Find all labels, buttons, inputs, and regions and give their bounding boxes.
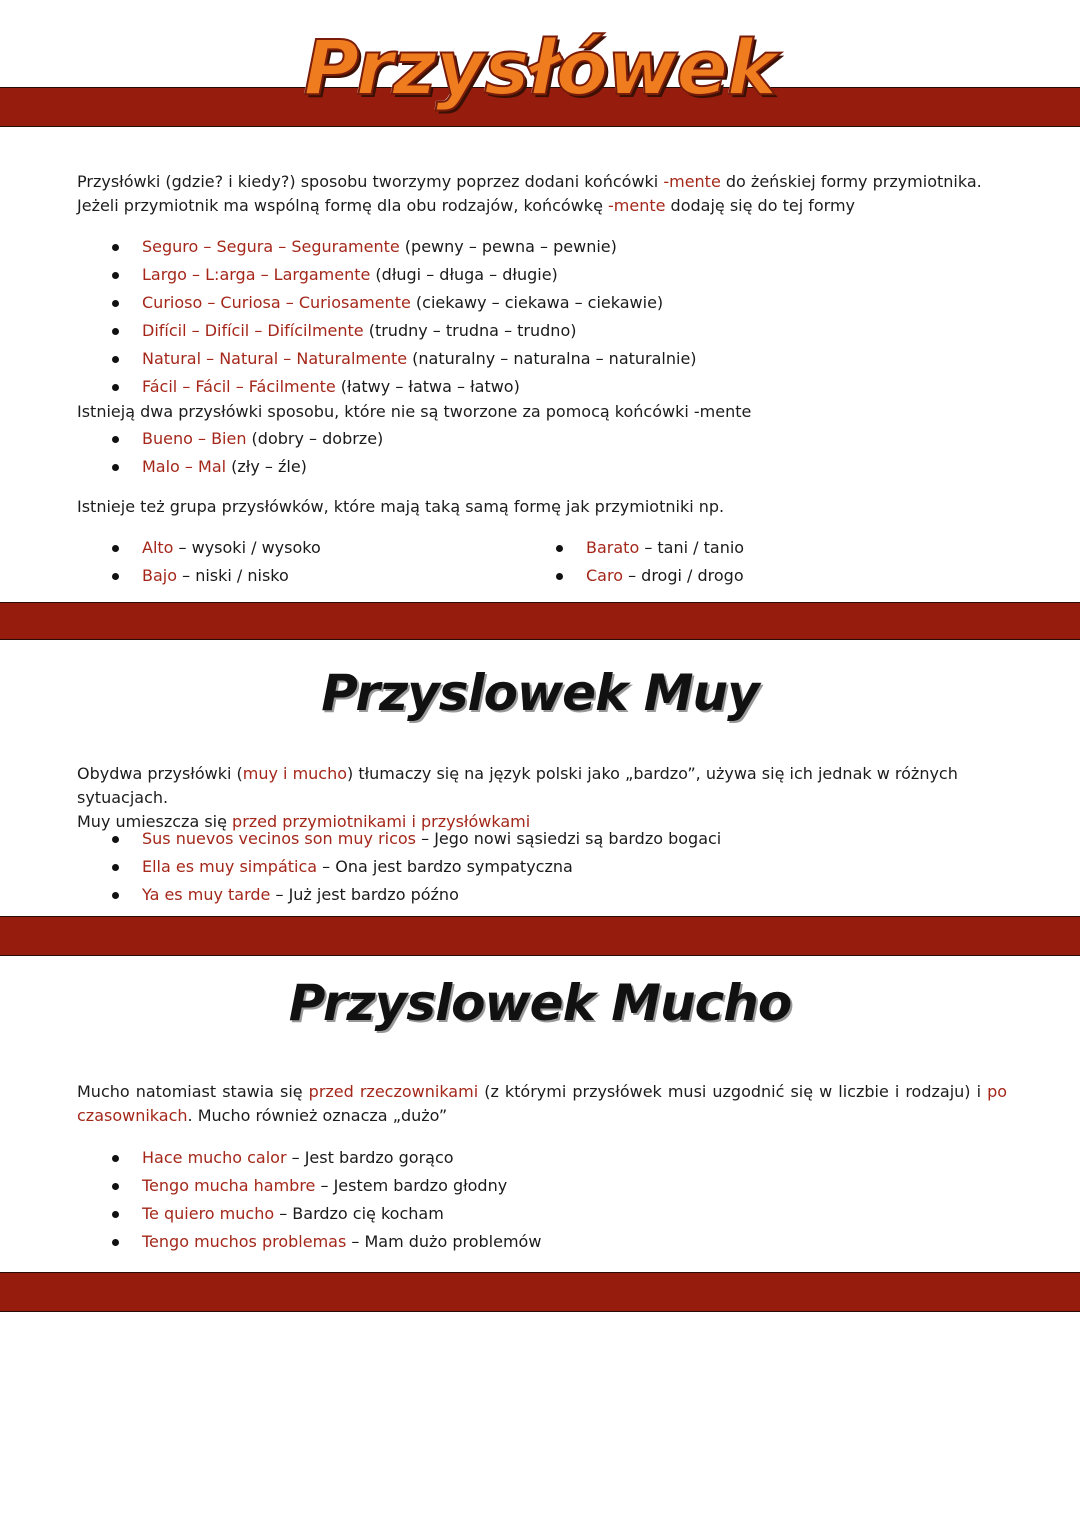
list-item bbox=[77, 373, 697, 401]
spanish-sentence: Ella es muy simpática bbox=[142, 857, 318, 876]
spanish-sentence: Sus nuevos vecinos son muy ricos bbox=[142, 829, 417, 848]
footer-band bbox=[0, 1272, 1080, 1312]
spanish-word: Caro bbox=[586, 566, 623, 585]
spanish-forms: Largo – L:arga – Largamente bbox=[142, 265, 371, 284]
mucho-text: (z którymi przysłówek musi uzgodnić się w liczbie i rodzaju) i bbox=[478, 1082, 988, 1101]
polish-translation: – niski / nisko bbox=[177, 566, 289, 585]
polish-translation: – Ona jest bardzo sympatyczna bbox=[317, 857, 573, 876]
polish-translation: – tani / tanio bbox=[639, 538, 745, 557]
spanish-sentence: Tengo muchos problemas bbox=[142, 1232, 347, 1251]
muy-highlight: przed przymiotnikami i przysłówkami bbox=[232, 812, 531, 831]
list-item bbox=[77, 345, 697, 373]
muy-text: Obydwa przysłówki ( bbox=[77, 764, 243, 783]
spanish-sentence: Ya es muy tarde bbox=[142, 885, 271, 904]
polish-translation: – Jego nowi sąsiedzi są bardzo bogaci bbox=[416, 829, 722, 848]
polish-translation: (naturalny – naturalna – naturalnie) bbox=[407, 349, 697, 368]
spanish-forms: Seguro – Segura – Seguramente bbox=[142, 237, 400, 256]
section-divider bbox=[0, 916, 1080, 956]
list-item bbox=[77, 261, 697, 289]
list-item bbox=[77, 453, 383, 481]
same-form-intro: Istnieje też grupa przysłówków, które mają taką samą formę jak przymiotniki np. bbox=[77, 497, 725, 516]
mente-suffix: -mente bbox=[663, 172, 721, 191]
list-item bbox=[77, 562, 321, 590]
list-item bbox=[77, 425, 383, 453]
list-item bbox=[521, 534, 744, 562]
section-title-muy: Przyslowek Muy bbox=[321, 664, 759, 722]
same-form-list-right bbox=[521, 534, 744, 590]
muy-examples-list bbox=[77, 825, 721, 909]
spanish-word: Barato bbox=[586, 538, 640, 557]
spanish-sentence: Hace mucho calor bbox=[142, 1148, 287, 1167]
mente-examples-list bbox=[77, 233, 697, 401]
spanish-sentence: Tengo mucha hambre bbox=[142, 1176, 316, 1195]
list-item bbox=[77, 317, 697, 345]
polish-translation: – Bardzo cię kocham bbox=[274, 1204, 444, 1223]
list-item bbox=[77, 534, 321, 562]
muy-highlight: muy i mucho bbox=[242, 764, 348, 783]
spanish-forms: Curioso – Curiosa – Curiosamente bbox=[142, 293, 411, 312]
mucho-highlight: po czasownikach bbox=[77, 1082, 1008, 1125]
spanish-forms: Natural – Natural – Naturalmente bbox=[142, 349, 408, 368]
polish-translation: – Jestem bardzo głodny bbox=[315, 1176, 508, 1195]
mucho-text: Mucho natomiast stawia się bbox=[77, 1082, 309, 1101]
irregular-list bbox=[77, 425, 383, 481]
list-item bbox=[77, 853, 721, 881]
list-item bbox=[77, 881, 721, 909]
spanish-sentence: Te quiero mucho bbox=[142, 1204, 275, 1223]
spanish-forms: Fácil – Fácil – Fácilmente bbox=[142, 377, 336, 396]
list-item bbox=[521, 562, 744, 590]
muy-text: Muy umieszcza się bbox=[77, 812, 233, 831]
polish-translation: (zły – źle) bbox=[226, 457, 307, 476]
list-item bbox=[77, 1200, 541, 1228]
polish-translation: – Już jest bardzo późno bbox=[270, 885, 459, 904]
polish-translation: – Jest bardzo gorąco bbox=[286, 1148, 454, 1167]
spanish-word: Alto bbox=[142, 538, 174, 557]
intro-text: dodaję się do tej formy bbox=[665, 196, 855, 215]
spanish-word: Bajo bbox=[142, 566, 178, 585]
intro-text: do żeńskiej formy przymiotnika. Jeżeli przymiotnik ma wspólną formę dla obu rodzajów, końcówkę bbox=[77, 172, 982, 215]
polish-translation: (łatwy – łatwa – łatwo) bbox=[335, 377, 520, 396]
section-divider bbox=[0, 602, 1080, 640]
polish-translation: (dobry – dobrze) bbox=[246, 429, 384, 448]
polish-translation: – wysoki / wysoko bbox=[173, 538, 321, 557]
mucho-paragraph bbox=[77, 1080, 1007, 1128]
polish-translation: (pewny – pewna – pewnie) bbox=[399, 237, 617, 256]
section-title-mucho: Przyslowek Mucho bbox=[288, 974, 792, 1032]
list-item bbox=[77, 233, 697, 261]
muy-text: ) tłumaczy się na język polski jako „bardzo”, używa się ich jednak w różnych sytuacjach. bbox=[77, 764, 958, 807]
page-title: Przysłówek bbox=[303, 23, 777, 112]
list-item bbox=[77, 1172, 541, 1200]
spanish-forms: Bueno – Bien bbox=[142, 429, 247, 448]
spanish-forms: Difícil – Difícil – Difícilmente bbox=[142, 321, 364, 340]
polish-translation: (ciekawy – ciekawa – ciekawie) bbox=[410, 293, 664, 312]
list-item bbox=[77, 1144, 541, 1172]
list-item bbox=[77, 289, 697, 317]
polish-translation: – Mam dużo problemów bbox=[346, 1232, 542, 1251]
spanish-forms: Malo – Mal bbox=[142, 457, 227, 476]
mucho-examples-list bbox=[77, 1144, 541, 1256]
mente-suffix: -mente bbox=[608, 196, 666, 215]
intro-text: Przysłówki (gdzie? i kiedy?) sposobu tworzymy poprzez dodani końcówki bbox=[77, 172, 664, 191]
same-form-list-left bbox=[77, 534, 321, 590]
mucho-highlight: przed rzeczownikami bbox=[308, 1082, 479, 1101]
muy-paragraph bbox=[77, 762, 1007, 834]
intro-paragraph bbox=[77, 170, 1007, 218]
polish-translation: – drogi / drogo bbox=[623, 566, 744, 585]
polish-translation: (trudny – trudna – trudno) bbox=[363, 321, 577, 340]
list-item bbox=[77, 825, 721, 853]
mucho-text: . Mucho również oznacza „dużo” bbox=[187, 1106, 448, 1125]
list-item bbox=[77, 1228, 541, 1256]
polish-translation: (długi – długa – długie) bbox=[370, 265, 558, 284]
irregular-intro: Istnieją dwa przysłówki sposobu, które nie są tworzone za pomocą końcówki -mente bbox=[77, 402, 752, 421]
